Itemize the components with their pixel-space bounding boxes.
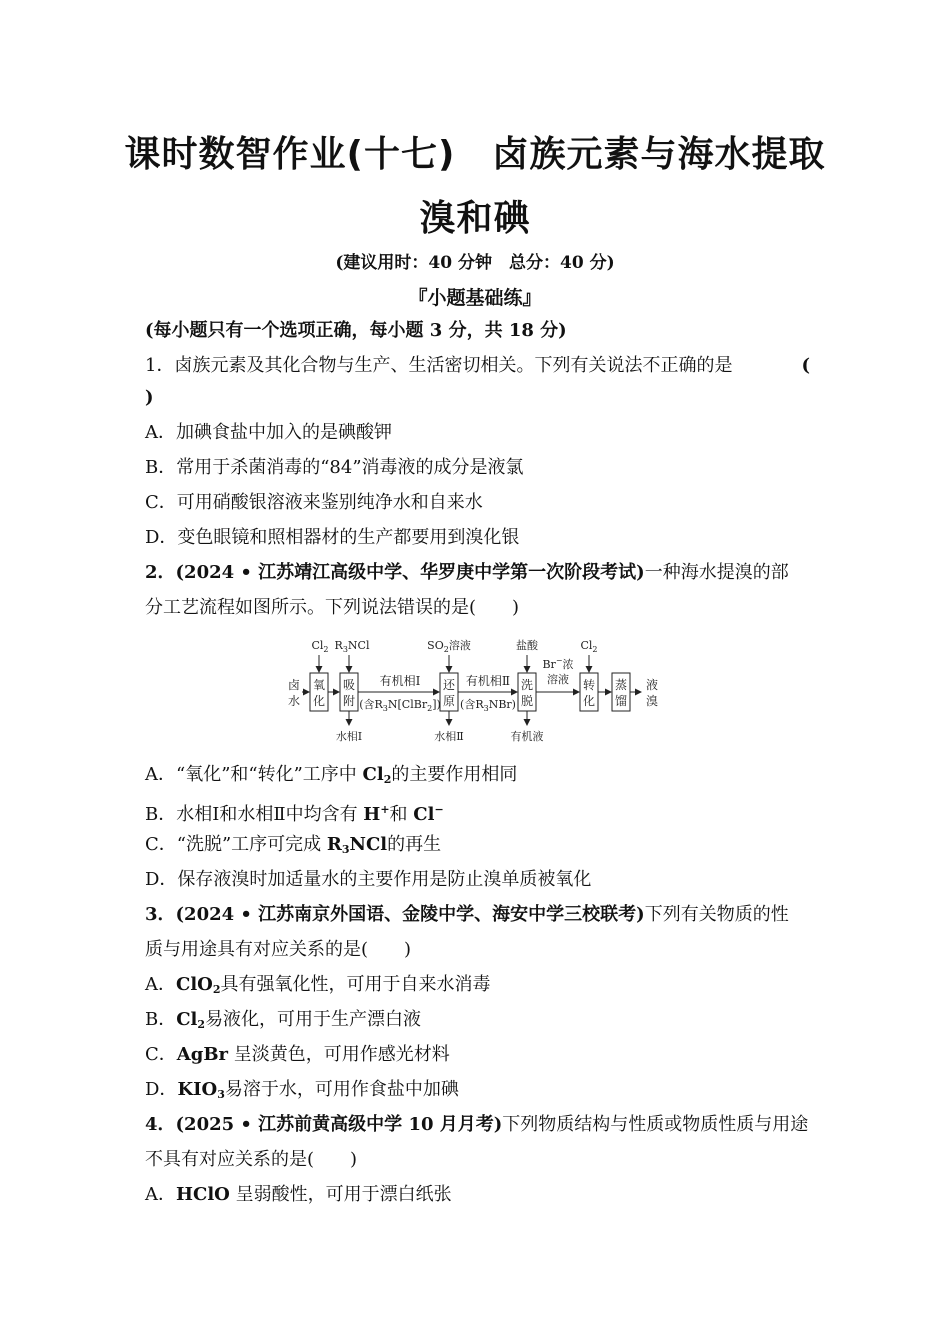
reagent-hcl: 盐酸 (516, 639, 538, 652)
q2-option-b: B．水相Ⅰ和水相Ⅱ中均含有 H+和 Cl− (145, 803, 444, 825)
svg-text:氧: 氧 (312, 678, 326, 692)
q2-option-c: C．“洗脱”工序可完成 $R_3NCl$的再生 (145, 834, 442, 856)
svg-text:馏: 馏 (614, 694, 628, 708)
q4-stem-line2: 不具有对应关系的是( ) (145, 1149, 358, 1170)
q4-option-a: A．HClO 呈弱酸性，可用于漂白纸张 (145, 1184, 452, 1205)
q3-option-b: B．$Cl_2$易液化，可用于生产漂白液 (145, 1009, 422, 1031)
q1-option-d: D．变色眼镜和照相器材的生产都要用到溴化银 (145, 527, 520, 548)
bromine-extraction-flow-diagram (280, 633, 670, 753)
q2-stem: 2．(2024 • 江苏靖江高级中学、华罗庚中学第一次阶段考试)一种海水提溴的部 (145, 562, 789, 583)
q2-option-a: A．“氧化”和“转化”工序中 $Cl_2$的主要作用相同 (145, 764, 518, 786)
page-title-line2: 溴和碘 (419, 198, 531, 239)
section-heading: 『小题基础练』 (408, 287, 542, 309)
br-concentrated-label: Br−浓 (542, 656, 574, 671)
svg-text:吸: 吸 (342, 678, 356, 692)
product-label: 液 (645, 678, 659, 692)
organic-phase-2: 有机相Ⅱ (465, 674, 511, 688)
product-label-2: 溴 (645, 694, 659, 708)
instruction: (每小题只有一个选项正确，每小题 3 分，共 18 分) (145, 320, 567, 341)
organic-phase-1: 有机相Ⅰ (379, 674, 421, 688)
q4-stem: 4．(2025 • 江苏前黄高级中学 10 月月考)下列物质结构与性质或物质性质与用途 (145, 1114, 809, 1135)
q2-stem-line2: 分工艺流程如图所示。下列说法错误的是( ) (145, 597, 520, 618)
q1-option-b: B．常用于杀菌消毒的“84”消毒液的成分是液氯 (145, 457, 524, 478)
organic-phase-2-content: (含$R_3NBr$) (460, 698, 516, 713)
brine-label-2: 水 (287, 694, 301, 708)
organic-phase-1-content: (含$R_3N[ClBr_2]$) (359, 698, 441, 713)
svg-text:转: 转 (582, 678, 596, 692)
br-concentrated-label-2: 溶液 (547, 673, 569, 686)
organic-liquid: 有机液 (510, 730, 544, 743)
reagent-r3ncl: $R_3NCl$ (334, 639, 370, 654)
aqueous-phase-2: 水相Ⅱ (434, 730, 464, 743)
q3-option-a: A．ClO$_2$具有强氧化性，可用于自来水消毒 (145, 974, 491, 996)
reagent-so2: $SO_2$溶液 (427, 639, 471, 654)
reagent-cl2-b: $Cl_2$ (580, 639, 598, 654)
svg-text:附: 附 (342, 694, 356, 708)
brine-label: 卤 (287, 678, 301, 692)
q3-stem: 3．(2024 • 江苏南京外国语、金陵中学、海安中学三校联考)下列有关物质的性 (145, 904, 789, 925)
q1-option-a: A．加碘食盐中加入的是碘酸钾 (145, 422, 392, 443)
svg-text:原: 原 (442, 694, 456, 708)
q3-option-c: C．AgBr 呈淡黄色，可用作感光材料 (145, 1044, 450, 1065)
reagent-cl2: $Cl_2$ (311, 639, 329, 654)
q3-stem-line2: 质与用途具有对应关系的是( ) (145, 939, 412, 960)
svg-text:化: 化 (582, 694, 596, 708)
svg-text:脱: 脱 (520, 694, 534, 708)
time-score-note: (建议用时：40 分钟 总分：40 分) (335, 253, 615, 273)
aqueous-phase-1: 水相Ⅰ (335, 730, 363, 743)
q3-source: (2024 • 江苏南京外国语、金陵中学、海安中学三校联考) (175, 904, 645, 925)
q4-source: (2025 • 江苏前黄高级中学 10 月月考) (175, 1114, 503, 1135)
svg-text:蒸: 蒸 (614, 678, 628, 692)
q2-option-d: D．保存液溴时加适量水的主要作用是防止溴单质被氧化 (145, 869, 592, 890)
q1-answer-paren-open: ( (801, 355, 810, 376)
q2-source: (2024 • 江苏靖江高级中学、华罗庚中学第一次阶段考试) (175, 562, 645, 583)
q1-stem: 1．卤族元素及其化合物与生产、生活密切相关。下列有关说法不正确的是 ( (145, 355, 810, 376)
q1-option-c: C．可用硝酸银溶液来鉴别纯净水和自来水 (145, 492, 483, 513)
q1-answer-paren-close: ) (145, 387, 154, 408)
page-title: 课时数智作业(十七) 卤族元素与海水提取 (124, 134, 826, 175)
svg-text:还: 还 (442, 678, 456, 692)
svg-text:洗: 洗 (520, 678, 534, 692)
q3-option-d: D．$KIO_3$易溶于水，可用作食盐中加碘 (145, 1079, 459, 1101)
svg-text:化: 化 (312, 694, 326, 708)
